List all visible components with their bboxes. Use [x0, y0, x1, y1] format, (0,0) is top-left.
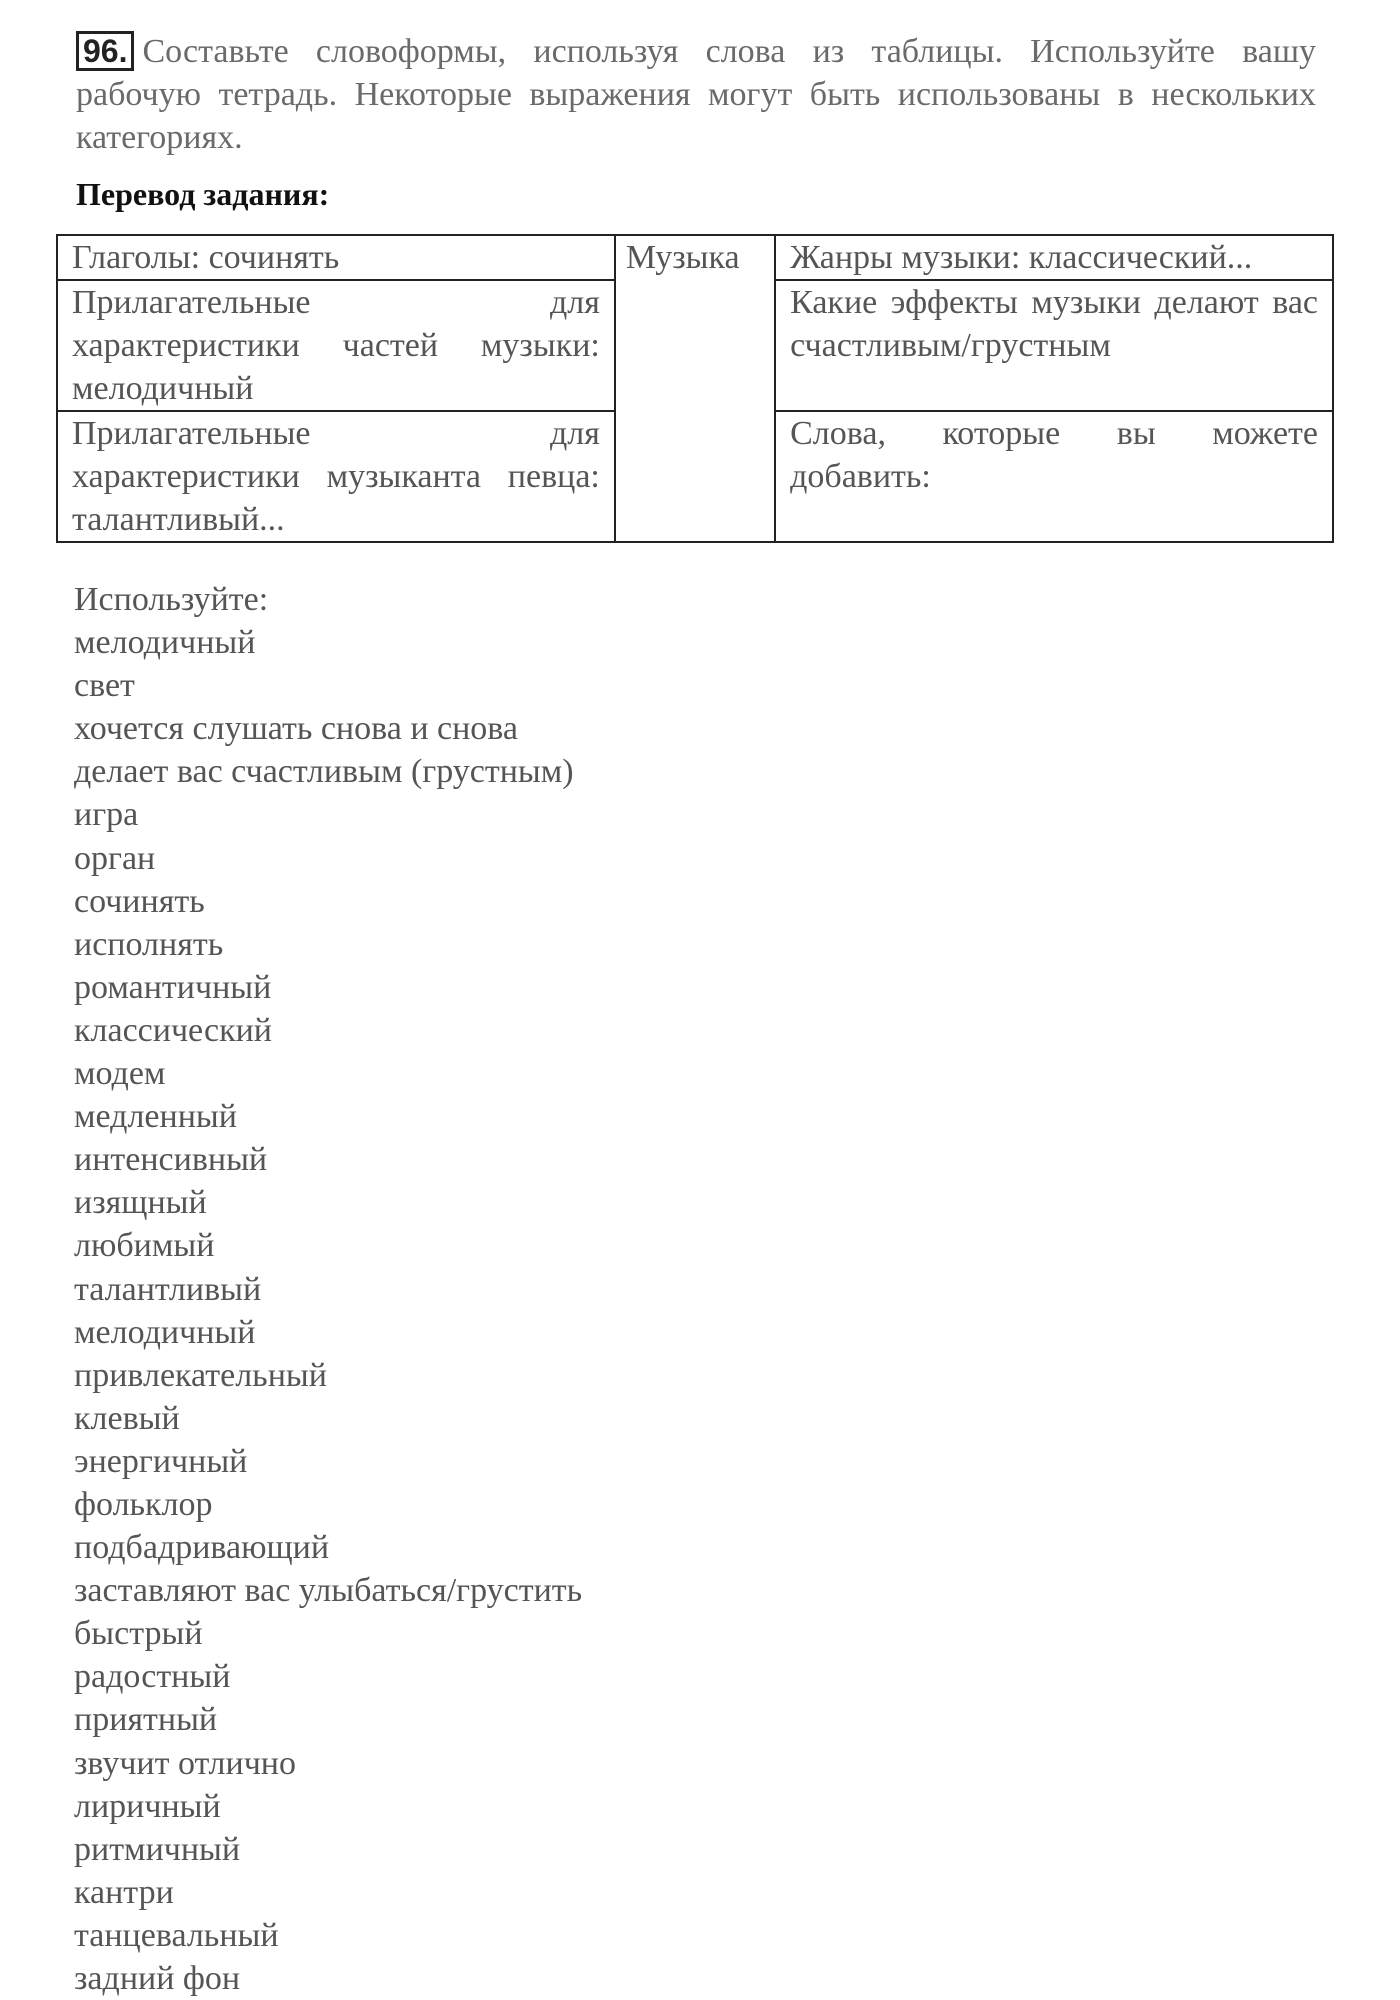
list-item: свет [74, 667, 135, 705]
list-item: приятный [74, 1701, 218, 1739]
list-item: клевый [74, 1399, 180, 1437]
word-list-items [74, 621, 582, 2000]
word-list [74, 578, 582, 2000]
list-item: заставляют вас улыбаться/грустить [74, 1572, 583, 1610]
list-item: энергичный [74, 1442, 248, 1480]
table-cell-musician-adjectives: Прилагательные для характеристики музыканта певца: талантливый... [57, 411, 615, 542]
list-item: ритмичный [74, 1830, 241, 1868]
word-table [56, 234, 1334, 543]
list-item: талантливый [74, 1270, 262, 1308]
list-item: фольклор [74, 1485, 213, 1523]
list-item: мелодичный [74, 1313, 256, 1351]
list-item: мелодичный [74, 624, 256, 662]
table-cell-verbs: Глаголы: сочинять [57, 235, 615, 280]
list-item: танцевальный [74, 1916, 279, 1954]
list-item: орган [74, 839, 156, 877]
list-item: романтичный [74, 968, 272, 1006]
list-item: звучит отлично [74, 1744, 296, 1782]
list-item: задний фон [74, 1960, 241, 1997]
list-item: делает вас счастливым (грустным) [74, 753, 574, 791]
list-item: радостный [74, 1658, 231, 1696]
list-item: хочется слушать снова и снова [74, 710, 518, 748]
task-statement [76, 30, 1316, 159]
list-item: кантри [74, 1873, 174, 1911]
table-cell-genres: Жанры музыки: классический... [775, 235, 1333, 280]
table-cell-extra-words: Слова, которые вы можете добавить: [775, 411, 1333, 542]
list-item: классический [74, 1011, 272, 1049]
list-item: сочинять [74, 882, 205, 920]
list-item: исполнять [74, 925, 224, 963]
translation-heading: Перевод задания: [76, 176, 330, 212]
list-item: модем [74, 1055, 166, 1093]
list-item: изящный [74, 1184, 207, 1222]
list-item: подбадривающий [74, 1529, 330, 1567]
word-list-heading: Используйте: [74, 581, 269, 618]
table-cell-music-adjectives: Прилагательные для характеристики частей музыки: мелодичный [57, 280, 615, 411]
list-item: медленный [74, 1098, 237, 1136]
table-cell-center: Музыка [615, 235, 775, 542]
list-item: быстрый [74, 1615, 203, 1653]
list-item: лиричный [74, 1787, 221, 1825]
list-item: любимый [74, 1227, 215, 1265]
task-text: Составьте словоформы, используя слова из таблицы. Используйте вашу рабочую тетрадь. Некоторые выражения могут быть использованы в нескольких категориях. [76, 33, 1316, 156]
list-item: игра [74, 796, 139, 834]
list-item: интенсивный [74, 1141, 268, 1179]
table-cell-effects: Какие эффекты музыки делают вас счастливым/грустным [775, 280, 1333, 411]
task-number: 96. [76, 31, 134, 71]
list-item: привлекательный [74, 1356, 327, 1394]
